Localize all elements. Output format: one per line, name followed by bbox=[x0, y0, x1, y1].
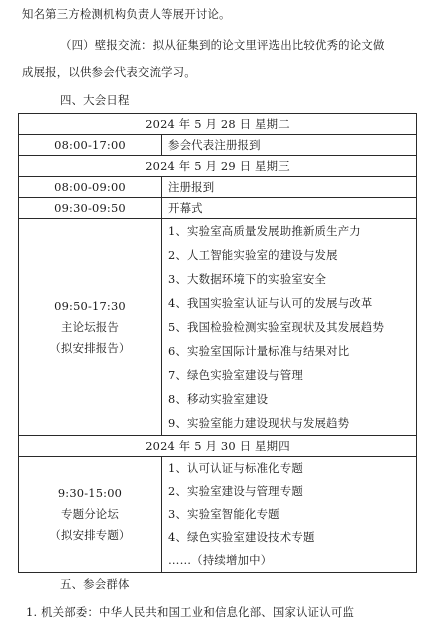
intro-line: 知名第三方检测机构负责人等展开讨论。 bbox=[22, 7, 231, 21]
poster-exchange-text: （四）壁报交流：拟从征集到的论文里评选出比较优秀的论文做 bbox=[60, 38, 385, 52]
date-header-day3: 2024 年 5 月 30 日 星期四 bbox=[19, 436, 417, 457]
main-forum-note: （拟安排报告） bbox=[49, 340, 131, 355]
list-item: 2、人工智能实验室的建设与发展 bbox=[168, 248, 338, 262]
time-cell: 08:00-17:00 bbox=[19, 135, 162, 156]
table-row bbox=[19, 135, 417, 156]
list-item: 9、实验室能力建设现状与发展趋势 bbox=[168, 416, 350, 430]
activity-cell: 参会代表注册报到 bbox=[162, 135, 417, 156]
list-item: 8、移动实验室建设 bbox=[168, 392, 269, 406]
date-header-day2: 2024 年 5 月 29 日 星期三 bbox=[19, 156, 417, 177]
list-item: 4、绿色实验室建设技术专题 bbox=[168, 530, 315, 544]
list-item: 4、我国实验室认证与认可的发展与改革 bbox=[168, 296, 373, 310]
list-item: 3、大数据环境下的实验室安全 bbox=[168, 272, 327, 286]
main-forum-title: 主论坛报告 bbox=[61, 319, 119, 334]
table-row bbox=[19, 198, 417, 219]
sub-forum-title: 专题分论坛 bbox=[61, 507, 119, 521]
schedule-table bbox=[18, 113, 417, 573]
time-cell: 08:00-09:00 bbox=[19, 177, 162, 198]
date-header-day1: 2024 年 5 月 28 日 星期二 bbox=[19, 114, 417, 135]
main-forum-time: 09:50-17:30 bbox=[54, 298, 126, 313]
participants-item-1: 1. 机关部委：中华人民共和国工业和信息化部、国家认证认可监 bbox=[26, 605, 355, 619]
time-cell: 09:30-09:50 bbox=[19, 198, 162, 219]
table-row bbox=[19, 436, 417, 457]
list-item: 1、认可认证与标准化专题 bbox=[168, 461, 303, 475]
list-item: 3、实验室智能化专题 bbox=[168, 507, 280, 521]
list-item: 6、实验室国际计量标准与结果对比 bbox=[168, 344, 350, 358]
list-item: 5、我国检验检测实验室现状及其发展趋势 bbox=[168, 320, 385, 334]
sub-forum-time: 9:30-15:00 bbox=[57, 486, 123, 500]
table-row bbox=[19, 177, 417, 198]
list-item: 1、实验室高质量发展助推新质生产力 bbox=[168, 224, 361, 238]
sub-forum-topics bbox=[162, 457, 417, 573]
main-forum-info bbox=[19, 219, 162, 436]
poster-exchange-text-cont: 成展报，以供参会代表交流学习。 bbox=[22, 65, 196, 79]
table-row bbox=[19, 457, 417, 573]
table-row bbox=[19, 219, 417, 436]
section-heading-participants: 五、参会群体 bbox=[60, 577, 130, 591]
section-heading-schedule: 四、大会日程 bbox=[60, 93, 130, 107]
sub-forum-note: （拟安排专题） bbox=[49, 528, 131, 542]
main-forum-topics bbox=[162, 219, 417, 436]
sub-forum-info bbox=[19, 457, 162, 573]
activity-cell: 注册报到 bbox=[162, 177, 417, 198]
table-row bbox=[19, 114, 417, 135]
table-row bbox=[19, 156, 417, 177]
list-item: 2、实验室建设与管理专题 bbox=[168, 484, 303, 498]
list-item: 7、绿色实验室建设与管理 bbox=[168, 368, 303, 382]
activity-cell: 开幕式 bbox=[162, 198, 417, 219]
list-item: ……（持续增加中） bbox=[168, 553, 273, 567]
